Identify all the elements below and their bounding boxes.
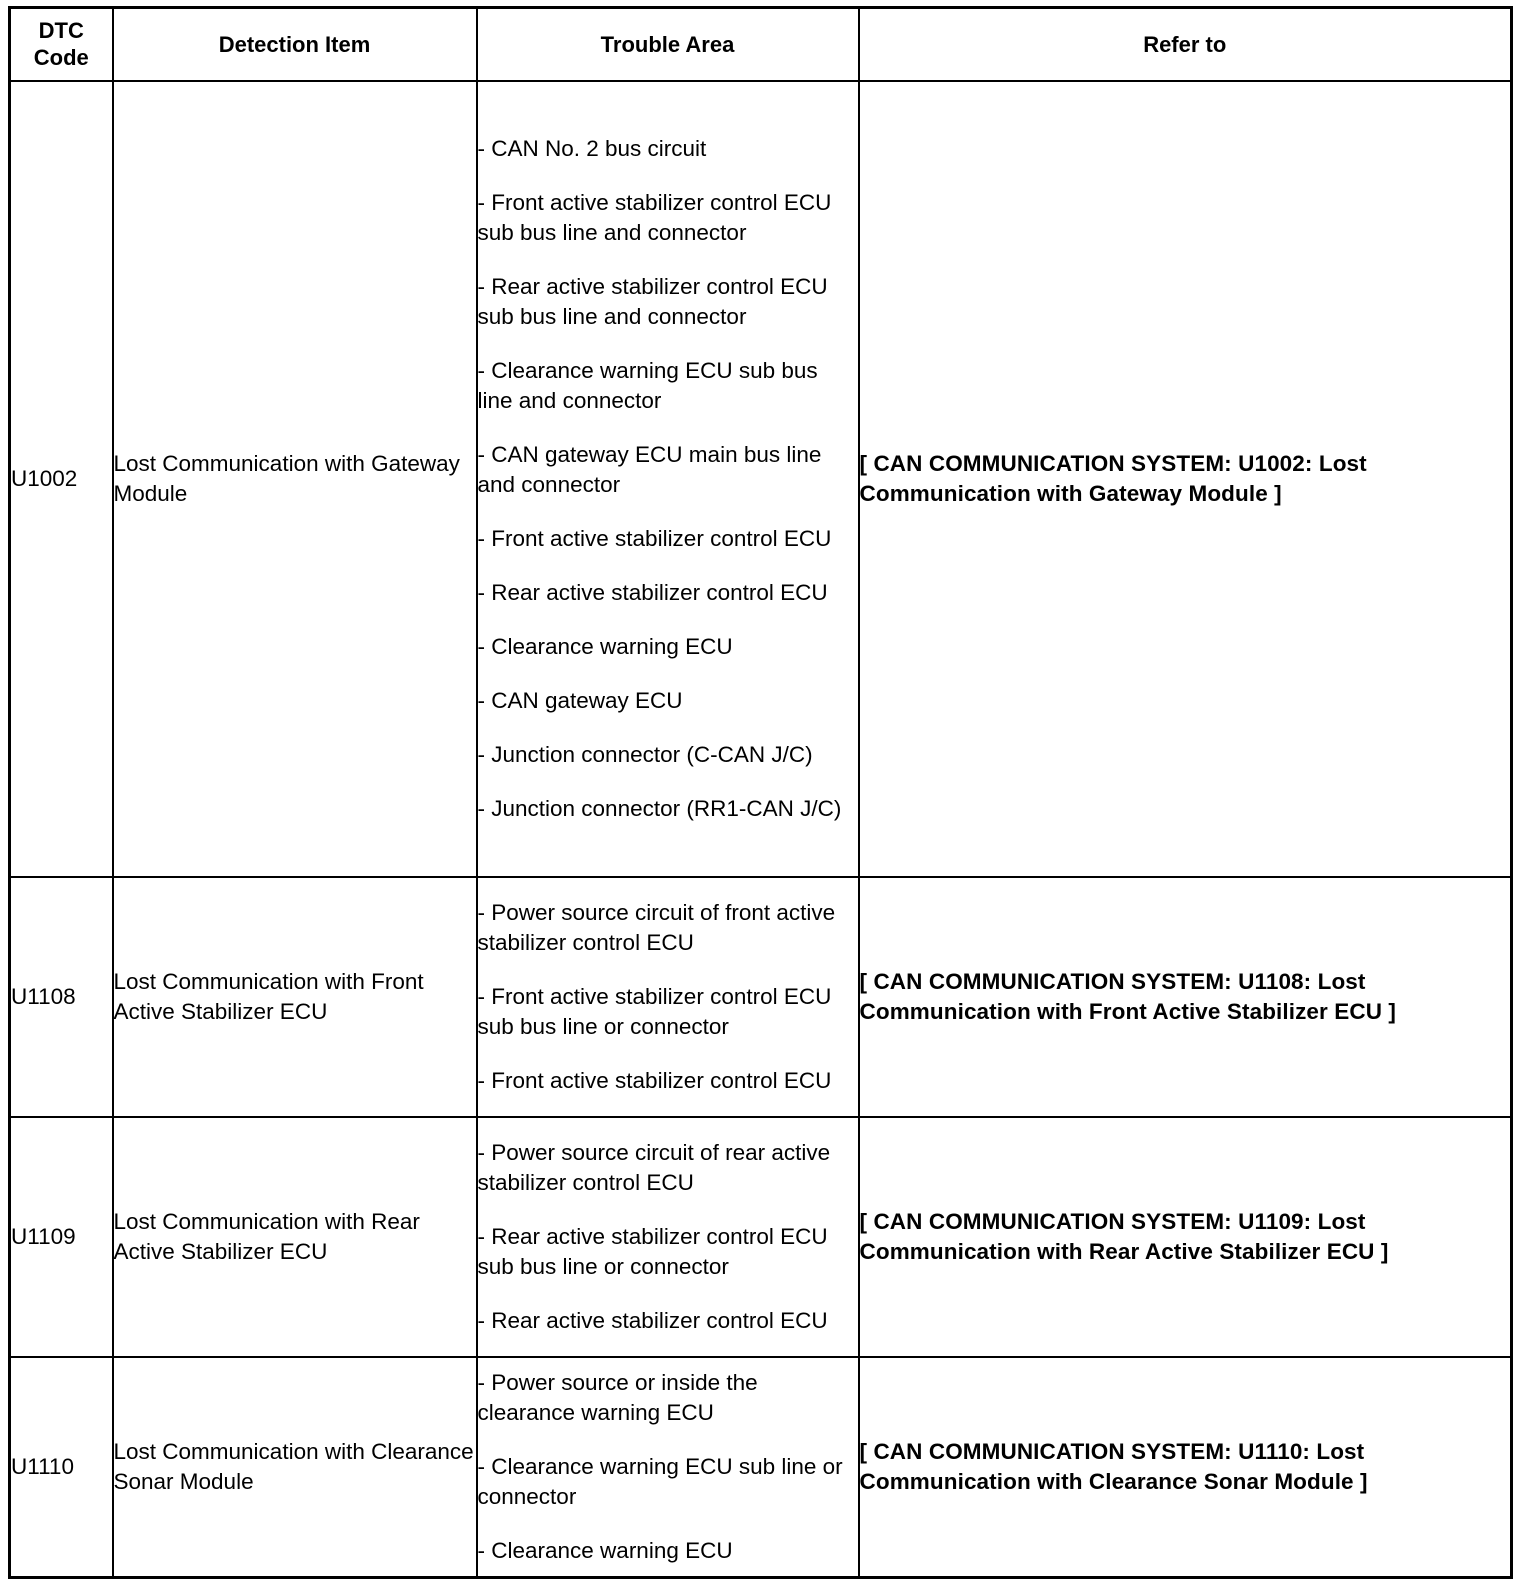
trouble-area-entry: - Rear active stabilizer control ECU xyxy=(477,1307,828,1333)
trouble-area-entry: - Rear active stabilizer control ECU sub bus line and connector xyxy=(477,273,828,329)
dtc-code-cell: U1108 xyxy=(10,877,113,1117)
trouble-area-entry: - Power source circuit of front active stabilizer control ECU xyxy=(477,899,836,955)
trouble-area-entry: - Front active stabilizer control ECU xyxy=(477,525,832,551)
header-trouble-area: Trouble Area xyxy=(477,8,859,81)
refer-to-link[interactable]: [ CAN COMMUNICATION SYSTEM: U1109: Lost Communication with Rear Active Stabilizer ECU ] xyxy=(859,1117,1512,1357)
trouble-area-entry: - Clearance warning ECU xyxy=(477,1537,733,1563)
detection-item-cell: Lost Communication with Gateway Module xyxy=(113,81,477,877)
trouble-area-entry: - Clearance warning ECU sub line or connector xyxy=(477,1453,843,1509)
table-row xyxy=(10,1357,1512,1578)
trouble-area-entry: - Rear active stabilizer control ECU xyxy=(477,579,828,605)
header-dtc-code xyxy=(10,8,113,81)
trouble-area-cell xyxy=(477,1117,859,1357)
table-row xyxy=(10,81,1512,877)
trouble-area-entry: - Junction connector (C-CAN J/C) xyxy=(477,741,813,767)
header-row xyxy=(10,8,1512,81)
detection-item-cell: Lost Communication with Front Active Stabilizer ECU xyxy=(113,877,477,1117)
dtc-code-cell: U1002 xyxy=(10,81,113,877)
dtc-code-cell: U1110 xyxy=(10,1357,113,1578)
trouble-area-entry: - CAN No. 2 bus circuit xyxy=(477,135,707,161)
trouble-area-cell xyxy=(477,81,859,877)
trouble-area-entry: - Power source or inside the clearance warning ECU xyxy=(477,1369,758,1425)
trouble-area-entry: - Clearance warning ECU sub bus line and connector xyxy=(477,357,818,413)
refer-to-link[interactable]: [ CAN COMMUNICATION SYSTEM: U1002: Lost Communication with Gateway Module ] xyxy=(859,81,1512,877)
trouble-area-entry: - Front active stabilizer control ECU sub bus line or connector xyxy=(477,983,832,1039)
header-refer-to: Refer to xyxy=(859,8,1512,81)
trouble-area-entry: - Junction connector (RR1-CAN J/C) xyxy=(477,795,842,821)
trouble-area-entry: - CAN gateway ECU main bus line and connector xyxy=(477,441,822,497)
trouble-area-cell xyxy=(477,1357,859,1578)
trouble-area-cell xyxy=(477,877,859,1117)
trouble-area-entry: - Power source circuit of rear active stabilizer control ECU xyxy=(477,1139,831,1195)
dtc-table xyxy=(8,6,1513,1579)
trouble-area-entry: - Front active stabilizer control ECU sub bus line and connector xyxy=(477,189,832,245)
detection-item-cell: Lost Communication with Clearance Sonar Module xyxy=(113,1357,477,1578)
trouble-area-entry: - Rear active stabilizer control ECU sub bus line or connector xyxy=(477,1223,828,1279)
header-dtc-code-label: DTC Code xyxy=(33,18,89,71)
refer-to-link[interactable]: [ CAN COMMUNICATION SYSTEM: U1108: Lost Communication with Front Active Stabilizer ECU ] xyxy=(859,877,1512,1117)
header-detection-item: Detection Item xyxy=(113,8,477,81)
dtc-code-cell: U1109 xyxy=(10,1117,113,1357)
trouble-area-entry: - CAN gateway ECU xyxy=(477,687,683,713)
refer-to-link[interactable]: [ CAN COMMUNICATION SYSTEM: U1110: Lost Communication with Clearance Sonar Module ] xyxy=(859,1357,1512,1578)
detection-item-cell: Lost Communication with Rear Active Stabilizer ECU xyxy=(113,1117,477,1357)
trouble-area-entry: - Clearance warning ECU xyxy=(477,633,733,659)
trouble-area-entry: - Front active stabilizer control ECU xyxy=(477,1067,832,1093)
table-row xyxy=(10,877,1512,1117)
table-row xyxy=(10,1117,1512,1357)
